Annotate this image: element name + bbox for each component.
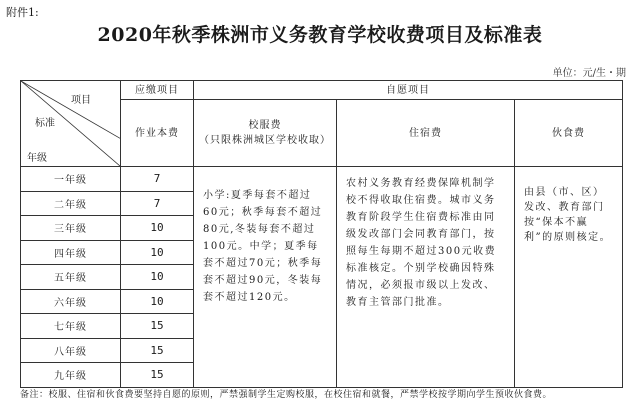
fee-cell: 10 xyxy=(121,240,194,265)
attachment-label: 附件1: xyxy=(6,6,39,19)
boarding-fee-description: 农村义务教育经费保障机制学校不得收取住宿费。城市义务教育阶段学生住宿费标准由同级发改部门会同教育部门，按照每生每期不超过300元收费标准核定。个别学校确因特殊情况，必须报市级以上发改、教育主管部门批准。 xyxy=(337,167,515,388)
optional-group-header: 自愿项目 xyxy=(194,81,623,100)
grade-cell: 五年级 xyxy=(21,265,121,290)
fee-cell: 10 xyxy=(121,265,194,290)
textbook-fee-header: 作业本费 xyxy=(121,100,194,167)
grade-cell: 二年级 xyxy=(21,191,121,216)
uniform-fee-header xyxy=(194,100,337,167)
header-grade-label: 年级 xyxy=(27,153,47,164)
header-item-label: 项目 xyxy=(71,95,91,106)
diagonal-header-cell xyxy=(21,81,121,167)
grade-cell: 四年级 xyxy=(21,240,121,265)
fee-cell: 10 xyxy=(121,289,194,314)
footnote: 备注：校服、住宿和伙食费要坚持自愿的原则，严禁强制学生定购校服，在校住宿和就餐，严禁学校按学期向学生预收伙食费。 xyxy=(20,390,553,400)
grade-cell: 七年级 xyxy=(21,314,121,339)
grade-cell: 一年级 xyxy=(21,167,121,192)
required-group-header: 应缴项目 xyxy=(121,81,194,100)
boarding-fee-header: 住宿费 xyxy=(337,100,515,167)
grade-cell: 六年级 xyxy=(21,289,121,314)
header-standard-label: 标准 xyxy=(35,118,55,129)
grade-cell: 八年级 xyxy=(21,338,121,363)
uniform-fee-note: （只限株洲城区学校收取） xyxy=(199,135,331,146)
fee-cell: 15 xyxy=(121,338,194,363)
fee-cell: 15 xyxy=(121,363,194,388)
page-title: 2020年秋季株洲市义务教育学校收费项目及标准表 xyxy=(97,24,543,46)
table-row xyxy=(21,167,623,192)
fee-cell: 7 xyxy=(121,167,194,192)
uniform-fee-title: 校服费 xyxy=(248,120,282,131)
grade-cell: 三年级 xyxy=(21,216,121,241)
uniform-fee-description: 小学:夏季每套不超过60元；秋季每套不超过80元,冬装每套不超过100元。中学；夏季每套不超过70元；秋季每套不超过90元，冬装每套不超过120元。 xyxy=(194,167,337,388)
unit-label: 单位：元/生・期 xyxy=(552,68,626,79)
grade-cell: 九年级 xyxy=(21,363,121,388)
fee-cell: 7 xyxy=(121,191,194,216)
fee-cell: 10 xyxy=(121,216,194,241)
fee-cell: 15 xyxy=(121,314,194,339)
meal-fee-description: 由县（市、区）发改、教育部门按“保本不赢利”的原则核定。 xyxy=(515,167,623,388)
fee-table xyxy=(20,80,623,388)
meal-fee-header: 伙食费 xyxy=(515,100,623,167)
